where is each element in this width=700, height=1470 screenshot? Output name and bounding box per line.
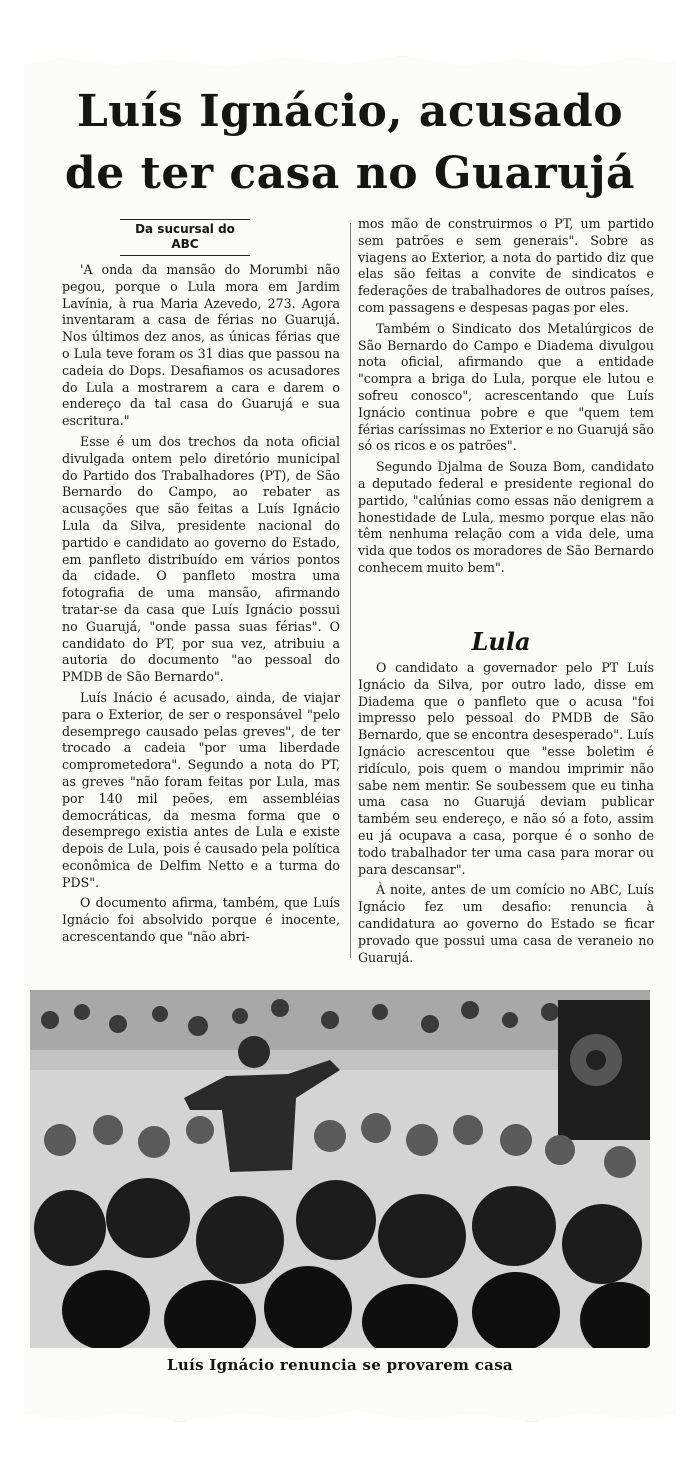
byline [120, 219, 250, 256]
paragraph: Esse é um dos trechos da nota oficial divulgada ontem pelo diretório municipal do Partido dos Trabalhadores (PT), de São Bernardo do Campo, ao rebater as acusações que são feitas a Luís Ignácio Lula da Silva, presidente nacional do partido e candidato ao governo do Estado, em panfleto distribuído em vários pontos da cidade. O panfleto mostra uma fotografia de uma mansão, afirmando tratar-se da casa que Luís Ignácio possui no Guarujá, "onde passa suas férias". O candidato do PT, por sua vez, atribuiu a autoria do documento "ao pessoal do PMDB de São Bernardo". [62, 433, 340, 685]
paragraph: 'A onda da mansão do Morumbi não pegou, porque o Lula mora em Jardim Lavínia, à rua Maria Azevedo, 273. Agora inventaram a casa de férias no Guarujá. Nos últimos dez anos, as únicas férias que o Lula teve foram os 31 dias que passou na cadeia do Dops. Desafiamos os acusadores do Lula a mostrarem a cara e darem o endereço da tal casa do Guarujá e sua escritura." [62, 262, 340, 429]
paragraph: Luís Inácio é acusado, ainda, de viajar para o Exterior, de ser o responsável "pelo desemprego causado pelas greves", de ter trocado a cadeia "por uma liberdade comprometedora". Segundo a nota do PT, as greves "não foram feitas por Lula, mas por 140 mil peões, em assembléias democráticas, da mesma forma que o desemprego existia antes de Lula e existe depois de Lula, pois é causado pela política econômica de Delfim Netto e a turma do PDS". [62, 689, 340, 890]
photo-caption: Luís Ignácio renuncia se provarem casa [167, 1356, 513, 1374]
column-right-bottom [358, 660, 654, 966]
paragraph: À noite, antes de um comício no ABC, Luís Ignácio fez um desafio: renuncia à candidatura ao governo do Estado se ficar provado que possui uma casa de veraneio no Guarujá. [358, 882, 654, 965]
headline-line-1: Luís Ignácio, acusado [76, 86, 624, 137]
rally-photo [30, 990, 650, 1348]
byline-source: Da sucursal do [135, 222, 235, 236]
headline-line-2: de ter casa no Guarujá [64, 148, 636, 199]
paragraph: O documento afirma, também, que Luís Ignácio foi absolvido porque é inocente, acrescentando que "não abri- [62, 895, 340, 945]
paragraph: Segundo Djalma de Souza Bom, candidato a deputado federal e presidente regional do partido, "calúnias como essas não denigrem a honestidade de Lula, mesmo porque elas não têm nenhuma relação com a vida dele, uma vida que todos os moradores de São Bernardo conhecem muito bem". [358, 459, 654, 575]
column-right-top [358, 216, 654, 577]
column-left [62, 262, 340, 946]
paragraph: O candidato a governador pelo PT Luís Ignácio da Silva, por outro lado, disse em Diadema que o panfleto que o acusa "foi impresso pelo pessoal do PMDB de São Bernardo, que se encontra desesperado". Luís Ignácio acrescentou que "esse boletim é ridículo, pois quem o mandou imprimir não sabe nem mentir. Se soubessem que eu tinha uma casa no Guarujá deviam publicar também seu endereço, e não só a foto, assim eu já ocupava a casa, porque é o sonho de todo trabalhador ter uma casa para morar ou para descansar". [358, 660, 654, 877]
rally-photo-image [30, 990, 650, 1348]
column-divider [350, 223, 351, 958]
byline-region: ABC [171, 237, 199, 251]
paragraph: Também o Sindicato dos Metalúrgicos de São Bernardo do Campo e Diadema divulgou nota oficial, afirmando que a entidade "compra a briga do Lula, porque ele lutou e sofreu conosco", acrescentando que Luís Ignácio continua pobre e que "quem tem férias caríssimas no Exterior e no Guarujá são só os ricos e os patrões". [358, 320, 654, 454]
subhead: Lula [471, 627, 531, 656]
paragraph: mos mão de construirmos o PT, um partido sem patrões e sem generais". Sobre as viagens ao Exterior, a nota do partido diz que elas são feitas a convite de sindicatos e federações de trabalhadores de outros países, com passagens e despesas pagas por eles. [358, 216, 654, 315]
